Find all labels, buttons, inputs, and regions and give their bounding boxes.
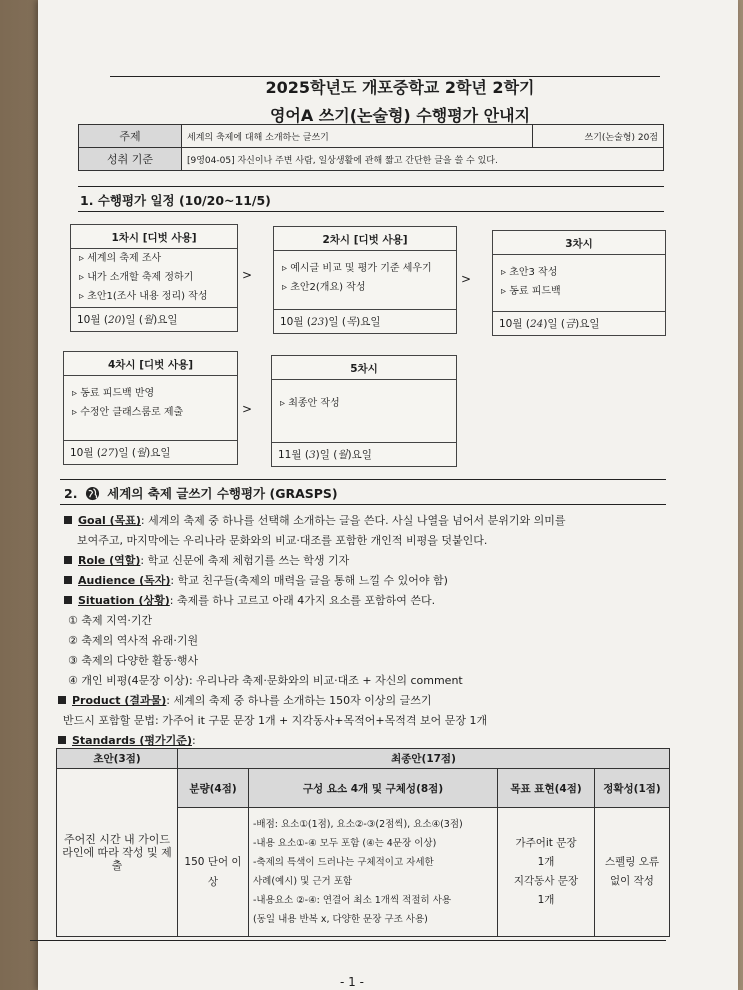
element-item: ④ 개인 비평(4문장 이상): 우리나라 축제·문화와의 비교·대조 + 자신의 comment <box>68 674 463 687</box>
arrow-icon: > <box>242 402 253 416</box>
goal-line: Goal (목표): 세계의 축제 중 하나를 선택해 소개하는 글을 쓴다. 사실 나열을 넘어서 분위기와 의미를 <box>64 512 566 528</box>
page-number: - 1 - <box>340 975 364 989</box>
session-1-item: ▹ 초안1(조사 내용 정리) 작성 <box>79 291 208 302</box>
role-line: Role (역할): 학교 신문에 축제 체험기를 쓰는 학생 기자 <box>64 552 349 568</box>
session-4-date: 10월 (27)일 (월)요일 <box>64 440 237 464</box>
draft-header: 초안(3점) <box>57 749 178 769</box>
target-header: 목표 표현(4점) <box>498 769 595 808</box>
standards-table <box>56 748 670 937</box>
session-2-box <box>273 226 457 334</box>
final-header: 최종안(17점) <box>178 749 670 769</box>
accuracy-header: 정확성(1점) <box>595 769 670 808</box>
session-3-item: ▹ 초안3 작성 <box>501 267 558 278</box>
standard-label: 성취 기준 <box>79 148 182 171</box>
standard-value: [9영04-05] 자신이나 주변 사람, 일상생활에 관해 짧고 간단한 글을 쓸 수 있다. <box>182 148 664 171</box>
structure-header: 구성 요소 4개 및 구체성(8점) <box>249 769 498 808</box>
session-4-box <box>63 351 238 465</box>
session-2-item: ▹ 초안2(개요) 작성 <box>282 282 366 293</box>
session-5-title: 5차시 <box>272 356 456 380</box>
globe-icon <box>85 486 100 504</box>
situation-line: Situation (상황): 축제를 하나 고르고 아래 4가지 요소를 포함하여 쓴다. <box>64 592 435 608</box>
bottom-rule <box>30 940 666 941</box>
arrow-icon: > <box>242 268 253 282</box>
session-2-title: 2차시 [디벗 사용] <box>274 227 456 251</box>
grammar-line: 반드시 포함할 문법: 가주어 it 구문 문장 1개 + 지각동사+목적어+목적격 보어 문장 1개 <box>63 714 488 727</box>
session-5-item: ▹ 최종안 작성 <box>280 398 340 409</box>
session-5-date: 11월 (3)일 (월)요일 <box>272 442 456 466</box>
session-4-item: ▹ 동료 피드백 반영 <box>72 388 155 399</box>
header-info-table <box>78 124 664 171</box>
target-criteria: 가주어it 문장 1개 지각동사 문장 1개 <box>498 808 595 937</box>
section2-title: 2. 세계의 축제 글쓰기 수행평가 (GRASPS) <box>64 484 338 504</box>
session-1-title: 1차시 [디벗 사용] <box>71 225 237 249</box>
product-line: Product (결과물): 세계의 축제 중 하나를 소개하는 150자 이상의 글쓰기 <box>58 692 432 708</box>
arrow-icon: > <box>461 272 472 286</box>
session-2-item: ▹ 예시글 비교 및 평가 기준 세우기 <box>282 263 432 274</box>
session-1-date: 10월 (20)일 (월)요일 <box>71 307 237 331</box>
draft-criteria: 주어진 시간 내 가이드라인에 따라 작성 및 제출 <box>57 769 178 937</box>
square-bullet-icon <box>64 576 72 584</box>
session-3-item: ▹ 동료 피드백 <box>501 286 561 297</box>
session-1-box <box>70 224 238 332</box>
element-item: ③ 축제의 다양한 활동·행사 <box>68 654 199 667</box>
element-item: ② 축제의 역사적 유래·기원 <box>68 634 199 647</box>
session-1-item: ▹ 내가 소개할 축제 정하기 <box>79 272 194 283</box>
square-bullet-icon <box>64 556 72 564</box>
square-bullet-icon <box>58 736 66 744</box>
square-bullet-icon <box>58 696 66 704</box>
section1-title: 1. 수행평가 일정 (10/20~11/5) <box>80 193 271 208</box>
session-3-title: 3차시 <box>493 231 665 255</box>
session-5-box <box>271 355 457 467</box>
topic-value: 세계의 축제에 대해 소개하는 글쓰기 <box>182 125 533 148</box>
session-4-title: 4차시 [디벗 사용] <box>64 352 237 376</box>
session-1-item: ▹ 세계의 축제 조사 <box>79 253 162 264</box>
session-3-box <box>492 230 666 336</box>
session-2-date: 10월 (23)일 (목)요일 <box>274 309 456 333</box>
document-title-line2: 영어A 쓰기(논술형) 수행평가 안내지 <box>269 106 531 125</box>
square-bullet-icon <box>64 516 72 524</box>
structure-criteria: -배점: 요소①(1점), 요소②-③(2점씩), 요소④(3점) -내용 요소①-④ 모두 포함 (④는 4문장 이상) -축제의 특색이 드러나는 구체적이고 자세한 사례(예시) 및 근거 포함 -내용요소 ②-④: 연결어 최소 1개씩 적절히 사용 (동일 내용 반복 x, 다양한 문장 구조 사용) <box>249 808 498 937</box>
accuracy-criteria: 스펠링 오류 없이 작성 <box>595 808 670 937</box>
topic-label: 주제 <box>79 125 182 148</box>
assessment-type: 쓰기(논술형) 20점 <box>533 125 664 148</box>
section1-bottom-rule <box>78 211 664 212</box>
section1-top-rule <box>78 186 664 187</box>
square-bullet-icon <box>64 596 72 604</box>
document-title-line1: 2025학년도 개포중학교 2학년 2학기 <box>265 78 535 97</box>
audience-line: Audience (독자): 학교 친구들(축제의 매력을 글을 통해 느낄 수 있어야 함) <box>64 572 448 588</box>
section2-top-rule <box>60 479 666 480</box>
goal-line-2: 보여주고, 마지막에는 우리나라 문화와의 비교·대조를 포함한 개인적 비평을 덧붙인다. <box>77 534 488 547</box>
amount-header: 분량(4점) <box>178 769 249 808</box>
standards-line: Standards (평가기준): <box>58 732 196 748</box>
session-4-item: ▹ 수정안 클래스룸로 제출 <box>72 407 184 418</box>
section2-bottom-rule <box>60 504 666 505</box>
session-3-date: 10월 (24)일 (금)요일 <box>493 311 665 335</box>
element-item: ① 축제 지역·기간 <box>68 614 153 627</box>
amount-criteria: 150 단어 이상 <box>178 808 249 937</box>
